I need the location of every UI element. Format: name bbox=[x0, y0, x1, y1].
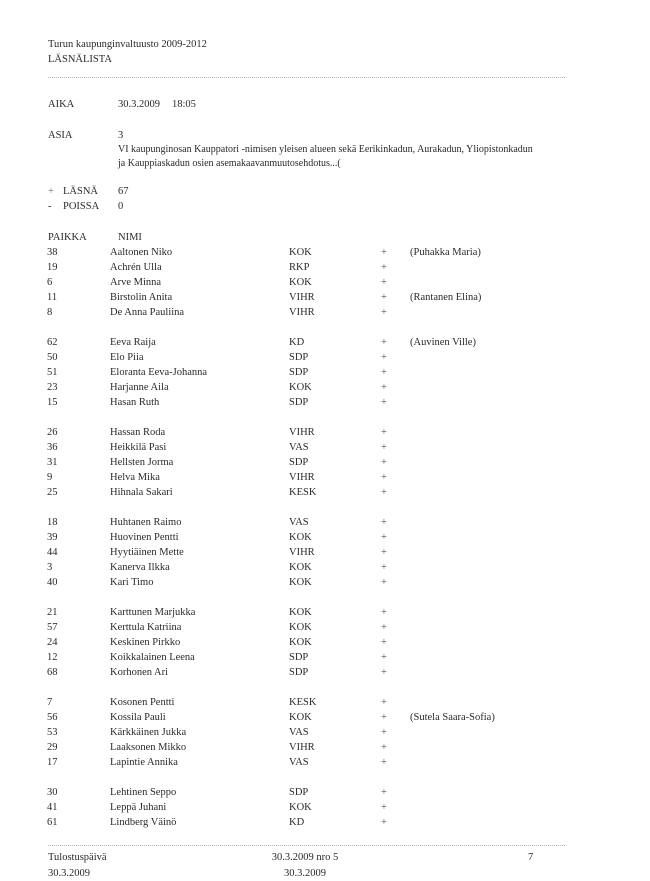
row-party: SDP bbox=[289, 352, 309, 363]
row-mark: + bbox=[381, 757, 387, 768]
row-party: KD bbox=[289, 337, 305, 348]
table-row bbox=[0, 458, 650, 472]
row-seat: 61 bbox=[47, 817, 58, 828]
table-row bbox=[0, 548, 650, 562]
row-mark: + bbox=[381, 637, 387, 648]
row-name: Huovinen Pentti bbox=[110, 532, 179, 543]
table-row bbox=[0, 638, 650, 652]
row-seat: 29 bbox=[47, 742, 58, 753]
row-mark: + bbox=[381, 397, 387, 408]
table-row bbox=[0, 263, 650, 277]
row-party: KOK bbox=[289, 382, 312, 393]
row-mark: + bbox=[381, 262, 387, 273]
row-mark: + bbox=[381, 547, 387, 558]
row-name: Elo Piia bbox=[110, 352, 144, 363]
row-mark: + bbox=[381, 562, 387, 573]
row-seat: 40 bbox=[47, 577, 58, 588]
row-seat: 41 bbox=[47, 802, 58, 813]
asia-label: ASIA bbox=[48, 130, 73, 141]
asia-number: 3 bbox=[118, 130, 124, 141]
row-seat: 36 bbox=[47, 442, 58, 453]
row-name: Hellsten Jorma bbox=[110, 457, 174, 468]
row-party: KOK bbox=[289, 802, 312, 813]
row-seat: 24 bbox=[47, 637, 58, 648]
row-name: Eloranta Eeva-Johanna bbox=[110, 367, 208, 378]
row-name: Korhonen Ari bbox=[110, 667, 169, 678]
row-party: KOK bbox=[289, 277, 312, 288]
row-name: Hyytiäinen Mette bbox=[110, 547, 184, 558]
row-name: Eeva Raija bbox=[110, 337, 156, 348]
row-seat: 23 bbox=[47, 382, 58, 393]
row-mark: + bbox=[381, 292, 387, 303]
row-sub: (Rantanen Elina) bbox=[410, 292, 482, 303]
row-name: Kosonen Pentti bbox=[110, 697, 175, 708]
row-name: Heikkilä Pasi bbox=[110, 442, 167, 453]
absent-label: POISSA bbox=[63, 201, 100, 212]
row-name: Karttunen Marjukka bbox=[110, 607, 196, 618]
table-row bbox=[0, 338, 650, 352]
table-row bbox=[0, 803, 650, 817]
row-name: Lindberg Väinö bbox=[110, 817, 177, 828]
table-row bbox=[0, 713, 650, 727]
row-name: Aaltonen Niko bbox=[110, 247, 173, 258]
row-mark: + bbox=[381, 487, 387, 498]
row-sub: (Puhakka Maria) bbox=[410, 247, 481, 258]
row-seat: 18 bbox=[47, 517, 58, 528]
row-party: VIHR bbox=[289, 292, 315, 303]
row-seat: 53 bbox=[47, 727, 58, 738]
present-label: LÄSNÄ bbox=[63, 186, 99, 197]
row-mark: + bbox=[381, 607, 387, 618]
table-row bbox=[0, 368, 650, 382]
row-mark: + bbox=[381, 472, 387, 483]
row-seat: 21 bbox=[47, 607, 58, 618]
row-party: VIHR bbox=[289, 472, 315, 483]
table-row bbox=[0, 488, 650, 502]
table-row bbox=[0, 533, 650, 547]
row-name: Achrén Ulla bbox=[110, 262, 162, 273]
row-mark: + bbox=[381, 277, 387, 288]
row-party: VIHR bbox=[289, 427, 315, 438]
row-seat: 62 bbox=[47, 337, 58, 348]
row-name: Kanerva Ilkka bbox=[110, 562, 170, 573]
table-row bbox=[0, 443, 650, 457]
row-name: Laaksonen Mikko bbox=[110, 742, 187, 753]
row-party: RKP bbox=[289, 262, 310, 273]
meeting-date: 30.3.2009 bbox=[284, 868, 326, 879]
row-mark: + bbox=[381, 817, 387, 828]
row-party: KOK bbox=[289, 577, 312, 588]
print-date-label: Tulostuspäivä bbox=[48, 852, 107, 863]
table-row bbox=[0, 428, 650, 442]
table-row bbox=[0, 698, 650, 712]
row-name: Kari Timo bbox=[110, 577, 154, 588]
row-party: KOK bbox=[289, 712, 312, 723]
print-date: 30.3.2009 bbox=[48, 868, 90, 879]
row-party: VIHR bbox=[289, 547, 315, 558]
table-row bbox=[0, 668, 650, 682]
row-party: SDP bbox=[289, 787, 309, 798]
row-mark: + bbox=[381, 352, 387, 363]
row-seat: 3 bbox=[47, 562, 53, 573]
row-seat: 9 bbox=[47, 472, 53, 483]
row-seat: 8 bbox=[47, 307, 53, 318]
row-seat: 44 bbox=[47, 547, 58, 558]
row-party: VIHR bbox=[289, 742, 315, 753]
column-header-name: NIMI bbox=[118, 232, 142, 243]
row-party: SDP bbox=[289, 397, 309, 408]
row-party: KOK bbox=[289, 532, 312, 543]
row-name: Helva Mika bbox=[110, 472, 160, 483]
row-seat: 17 bbox=[47, 757, 58, 768]
absent-symbol: - bbox=[48, 201, 52, 212]
row-mark: + bbox=[381, 382, 387, 393]
row-mark: + bbox=[381, 247, 387, 258]
row-name: Leppä Juhani bbox=[110, 802, 167, 813]
meeting-number: 30.3.2009 nro 5 bbox=[271, 852, 339, 863]
asia-description-line2: ja Kauppiaskadun osien asemakaavanmuutosehdotus...( bbox=[118, 158, 341, 169]
row-name: Arve Minna bbox=[110, 277, 162, 288]
row-name: Birstolin Anita bbox=[110, 292, 173, 303]
table-row bbox=[0, 728, 650, 742]
row-sub: (Auvinen Ville) bbox=[410, 337, 476, 348]
row-name: Kossila Pauli bbox=[110, 712, 166, 723]
row-seat: 15 bbox=[47, 397, 58, 408]
row-mark: + bbox=[381, 442, 387, 453]
row-party: KOK bbox=[289, 562, 312, 573]
row-seat: 26 bbox=[47, 427, 58, 438]
table-row bbox=[0, 563, 650, 577]
row-seat: 56 bbox=[47, 712, 58, 723]
row-seat: 11 bbox=[47, 292, 58, 303]
row-seat: 31 bbox=[47, 457, 58, 468]
row-party: KESK bbox=[289, 697, 317, 708]
table-row bbox=[0, 278, 650, 292]
row-mark: + bbox=[381, 697, 387, 708]
row-mark: + bbox=[381, 427, 387, 438]
table-row bbox=[0, 353, 650, 367]
table-row bbox=[0, 653, 650, 667]
table-row bbox=[0, 788, 650, 802]
column-header-seat: PAIKKA bbox=[48, 232, 87, 243]
table-row bbox=[0, 248, 650, 262]
table-row bbox=[0, 578, 650, 592]
table-row bbox=[0, 518, 650, 532]
row-party: KOK bbox=[289, 607, 312, 618]
row-name: Hassan Roda bbox=[110, 427, 166, 438]
row-seat: 19 bbox=[47, 262, 58, 273]
row-seat: 38 bbox=[47, 247, 58, 258]
table-row bbox=[0, 398, 650, 412]
table-row bbox=[0, 743, 650, 757]
document-title: Turun kaupunginvaltuusto 2009-2012 bbox=[48, 39, 207, 50]
row-party: VIHR bbox=[289, 307, 315, 318]
row-seat: 12 bbox=[47, 652, 58, 663]
row-seat: 39 bbox=[47, 532, 58, 543]
row-party: SDP bbox=[289, 667, 309, 678]
document-subtitle: LÄSNÄLISTA bbox=[48, 54, 112, 65]
row-party: SDP bbox=[289, 367, 309, 378]
table-row bbox=[0, 608, 650, 622]
row-party: SDP bbox=[289, 457, 309, 468]
table-row bbox=[0, 623, 650, 637]
row-party: VAS bbox=[289, 442, 309, 453]
row-party: KD bbox=[289, 817, 305, 828]
row-name: Harjanne Aila bbox=[110, 382, 169, 393]
row-seat: 51 bbox=[47, 367, 58, 378]
row-party: KESK bbox=[289, 487, 317, 498]
aika-label: AIKA bbox=[48, 99, 75, 110]
row-party: VAS bbox=[289, 517, 309, 528]
row-sub: (Sutela Saara-Sofia) bbox=[410, 712, 495, 723]
row-mark: + bbox=[381, 712, 387, 723]
page-number: 7 bbox=[528, 852, 534, 863]
row-name: Kärkkäinen Jukka bbox=[110, 727, 187, 738]
row-party: VAS bbox=[289, 757, 309, 768]
present-count: 67 bbox=[118, 186, 129, 197]
asia-description-line1: VI kaupunginosan Kauppatori -nimisen yleisen alueen sekä Eerikinkadun, Aurakadun, Yliopistonkadun bbox=[118, 144, 533, 155]
aika-time: 18:05 bbox=[172, 99, 196, 110]
row-mark: + bbox=[381, 787, 387, 798]
row-party: KOK bbox=[289, 247, 312, 258]
row-seat: 7 bbox=[47, 697, 53, 708]
table-row bbox=[0, 308, 650, 322]
row-name: Lehtinen Seppo bbox=[110, 787, 177, 798]
row-name: Koikkalainen Leena bbox=[110, 652, 195, 663]
row-name: Keskinen Pirkko bbox=[110, 637, 181, 648]
row-party: KOK bbox=[289, 637, 312, 648]
row-name: De Anna Pauliina bbox=[110, 307, 185, 318]
row-mark: + bbox=[381, 517, 387, 528]
row-mark: + bbox=[381, 532, 387, 543]
row-mark: + bbox=[381, 307, 387, 318]
absent-count: 0 bbox=[118, 201, 124, 212]
present-symbol: + bbox=[48, 186, 54, 197]
table-row bbox=[0, 383, 650, 397]
row-mark: + bbox=[381, 367, 387, 378]
table-row bbox=[0, 758, 650, 772]
row-mark: + bbox=[381, 577, 387, 588]
row-seat: 25 bbox=[47, 487, 58, 498]
footer-divider bbox=[48, 845, 565, 846]
aika-date: 30.3.2009 bbox=[118, 99, 160, 110]
row-mark: + bbox=[381, 667, 387, 678]
row-seat: 57 bbox=[47, 622, 58, 633]
row-mark: + bbox=[381, 457, 387, 468]
row-name: Kerttula Katriina bbox=[110, 622, 182, 633]
row-seat: 30 bbox=[47, 787, 58, 798]
header-divider bbox=[48, 77, 565, 78]
row-mark: + bbox=[381, 622, 387, 633]
row-mark: + bbox=[381, 802, 387, 813]
table-row bbox=[0, 818, 650, 832]
row-party: SDP bbox=[289, 652, 309, 663]
row-seat: 50 bbox=[47, 352, 58, 363]
row-seat: 68 bbox=[47, 667, 58, 678]
row-mark: + bbox=[381, 742, 387, 753]
row-party: VAS bbox=[289, 727, 309, 738]
row-name: Lapintie Annika bbox=[110, 757, 178, 768]
table-row bbox=[0, 473, 650, 487]
row-seat: 6 bbox=[47, 277, 53, 288]
row-mark: + bbox=[381, 727, 387, 738]
row-mark: + bbox=[381, 337, 387, 348]
row-mark: + bbox=[381, 652, 387, 663]
row-party: KOK bbox=[289, 622, 312, 633]
row-name: Huhtanen Raimo bbox=[110, 517, 182, 528]
row-name: Hihnala Sakari bbox=[110, 487, 173, 498]
row-name: Hasan Ruth bbox=[110, 397, 160, 408]
table-row bbox=[0, 293, 650, 307]
